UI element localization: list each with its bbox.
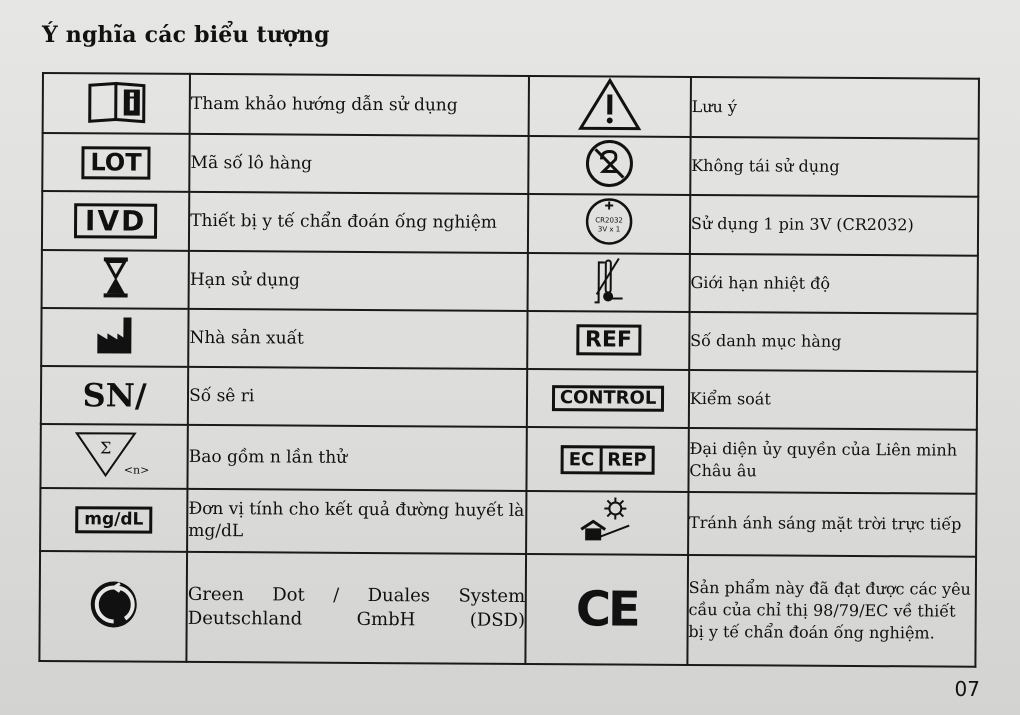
ec-rep-icon (561, 445, 655, 475)
ec-rep-icon-ec: EC (564, 448, 603, 471)
ivd-icon: IVD (74, 203, 158, 239)
table-row (42, 250, 978, 314)
row-text: Tránh ánh sáng mặt trời trực tiếp (688, 492, 977, 556)
row-text: Đơn vị tính cho kết quả đường huyết là mg/dL (187, 489, 527, 553)
table-row (43, 73, 979, 139)
row-text: Kiểm soát (689, 370, 978, 430)
row-text: Đại diện ủy quyền của Liên minh Châu âu (688, 428, 977, 494)
symbols-table (38, 72, 980, 668)
do-not-reuse-icon (529, 136, 691, 195)
serial-number-icon: SN/ (82, 376, 147, 415)
lot-icon: LOT (81, 146, 150, 180)
book-info-icon (43, 73, 191, 134)
page-number: 07 (954, 677, 980, 701)
row-text: Lưu ý (690, 77, 979, 139)
table-row (41, 366, 977, 430)
row-text: Nhà sản xuất (188, 309, 528, 369)
row-text: Tham khảo hướng dẫn sử dụng (190, 74, 530, 136)
hourglass-icon (42, 250, 189, 309)
ce-mark-icon: CE (575, 581, 638, 638)
ec-rep-icon-rep: REP (607, 449, 647, 471)
row-text: Sản phẩm này đã đạt được các yêu cầu của chỉ thị 98/79/EC về thiết bị y tế chẩn đoán ống nghiệm. (687, 555, 976, 667)
row-text: Green Dot / Duales System Deutschland GmbH (DSD) (187, 551, 527, 664)
table-row (42, 133, 978, 197)
page-title: Ý nghĩa các biểu tượng (42, 22, 330, 48)
row-text: Giới hạn nhiệt độ (689, 254, 978, 314)
ref-icon: REF (576, 325, 641, 356)
sigma-count-label: <n> (123, 463, 149, 477)
battery-cr2032-icon (528, 194, 690, 253)
row-text: Bao gồm n lần thử (188, 425, 528, 491)
thermometer-limit-icon (528, 253, 690, 312)
row-text: Số sê ri (188, 367, 528, 427)
factory-icon (41, 308, 188, 367)
mg-dl-icon: mg/dL (75, 506, 152, 534)
table-row (40, 488, 976, 556)
row-text: Sử dụng 1 pin 3V (CR2032) (690, 195, 979, 255)
table-row (41, 308, 977, 372)
battery-type-label: CR2032 (595, 216, 624, 226)
row-text: Thiết bị y tế chẩn đoán ống nghiệm (189, 192, 529, 252)
row-text: Số danh mục hàng (689, 312, 978, 372)
sigma-tests-icon (40, 424, 188, 489)
battery-count-label: 3V x 1 (597, 225, 621, 235)
row-text: Hạn sử dụng (189, 250, 529, 310)
row-text: Mã số lô hàng (189, 134, 529, 194)
control-icon: CONTROL (552, 385, 665, 413)
warning-triangle-icon (529, 76, 691, 137)
keep-away-sunlight-icon (526, 491, 688, 554)
table-row (40, 424, 976, 494)
table-row (39, 551, 976, 667)
table-row (42, 191, 978, 255)
green-dot-icon (39, 551, 187, 662)
svg-text:Σ: Σ (99, 438, 111, 458)
row-text: Không tái sử dụng (690, 137, 979, 197)
